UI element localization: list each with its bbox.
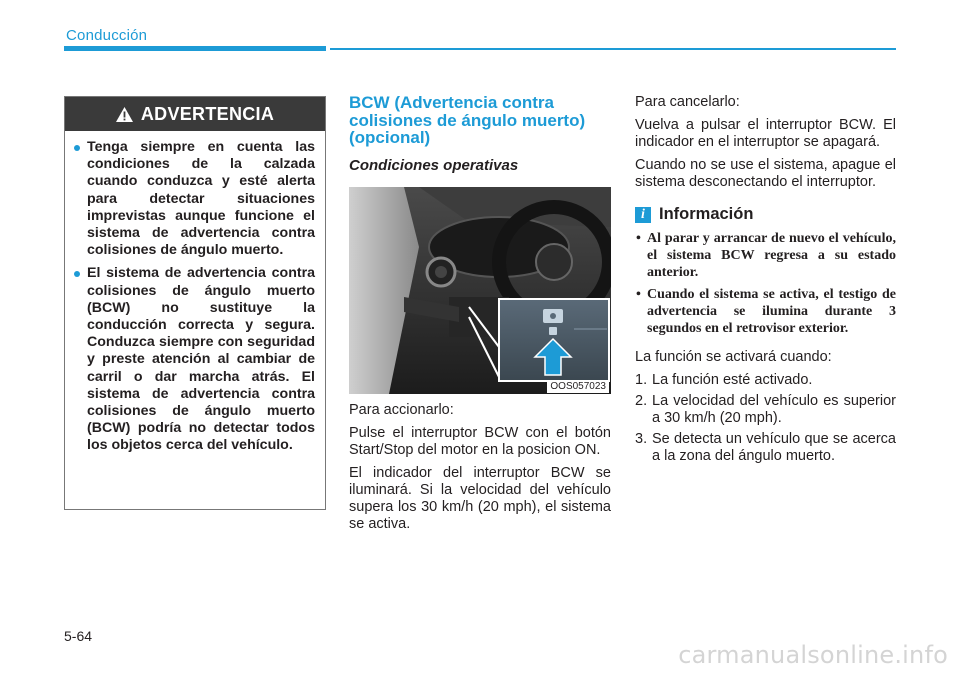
- info-item: • Cuando el sistema se activa, el testigo de advertencia se ilumina durante 3 segundos en el retrovisor exterior.: [647, 286, 896, 337]
- cancel-label: Para cancelarlo:: [635, 94, 740, 110]
- header-rule-thin: [330, 48, 896, 50]
- cancel-note: Cuando no se use el sistema, apague el sistema desconectando el interruptor.: [635, 157, 896, 190]
- warning-box: [64, 96, 326, 510]
- bullet-dot: [74, 271, 80, 277]
- activation-label: Para accionarlo:: [349, 401, 454, 418]
- activation-result: El indicador del interruptor BCW se iluminará. Si la velocidad del vehículo supera los 30 km/h (20 mph), el sistema se activa.: [349, 464, 611, 532]
- info-header: [635, 205, 896, 224]
- activation-list: [635, 372, 896, 465]
- header-rule-thick: [64, 46, 326, 51]
- figure-code: OOS057023: [547, 380, 609, 393]
- warning-header: [65, 97, 325, 131]
- info-item: • Al parar y arrancar de nuevo el vehículo, el sistema BCW regresa a su estado anterior.: [647, 230, 896, 281]
- section-title: Conducción: [66, 27, 148, 44]
- right-column: [635, 94, 896, 469]
- cancel-step: Vuelva a pulsar el interruptor BCW. El indicador en el interruptor se apagará.: [635, 117, 896, 150]
- info-list: [635, 230, 896, 337]
- activation-intro: La función se activará cuando:: [635, 349, 832, 365]
- warning-item: El sistema de advertencia contra colisiones de ángulo muerto (BCW) no sustituye la conducción correcta y segura. Conduzca siempre con seguridad y preste atención al cambiar de carril o dar marcha atrás. El sistema de advertencia contra colisiones de ángulo muerto (BCW) podría no detectar todos los objetos cerca del vehículo.: [87, 265, 315, 454]
- warning-triangle-icon: [116, 107, 133, 122]
- dashboard-illustration: [349, 187, 611, 394]
- warning-item: Tenga siempre en cuenta las condiciones de la calzada cuando conduzca y esté alerta para detectar situaciones imprevistas aunque funcione el sistema de advertencia contra colisiones de ángulo muerto.: [87, 139, 315, 259]
- activation-item: 3. Se detecta un vehículo que se acerca a la zona del ángulo muerto.: [635, 431, 896, 464]
- activation-item: 1. La función esté activado.: [635, 372, 813, 388]
- activation-step: Pulse el interruptor BCW con el botón Start/Stop del motor en la posicion ON.: [349, 424, 611, 458]
- warning-list: [65, 131, 325, 455]
- dashboard-figure: [349, 187, 611, 394]
- operating-conditions-heading: Condiciones operativas: [349, 156, 519, 174]
- watermark: carmanualsonline.info: [678, 641, 948, 669]
- bullet-dot: [74, 145, 80, 151]
- info-icon: i: [635, 207, 651, 223]
- bcw-column: [349, 94, 611, 539]
- warning-title: ADVERTENCIA: [140, 103, 275, 124]
- bcw-heading: BCW (Advertencia contra colisiones de ángulo muerto) (opcional): [349, 93, 586, 147]
- activation-item: 2. La velocidad del vehículo es superior a 30 km/h (20 mph).: [635, 393, 896, 426]
- info-title: Información: [659, 205, 754, 223]
- page-number: 5-64: [64, 628, 93, 644]
